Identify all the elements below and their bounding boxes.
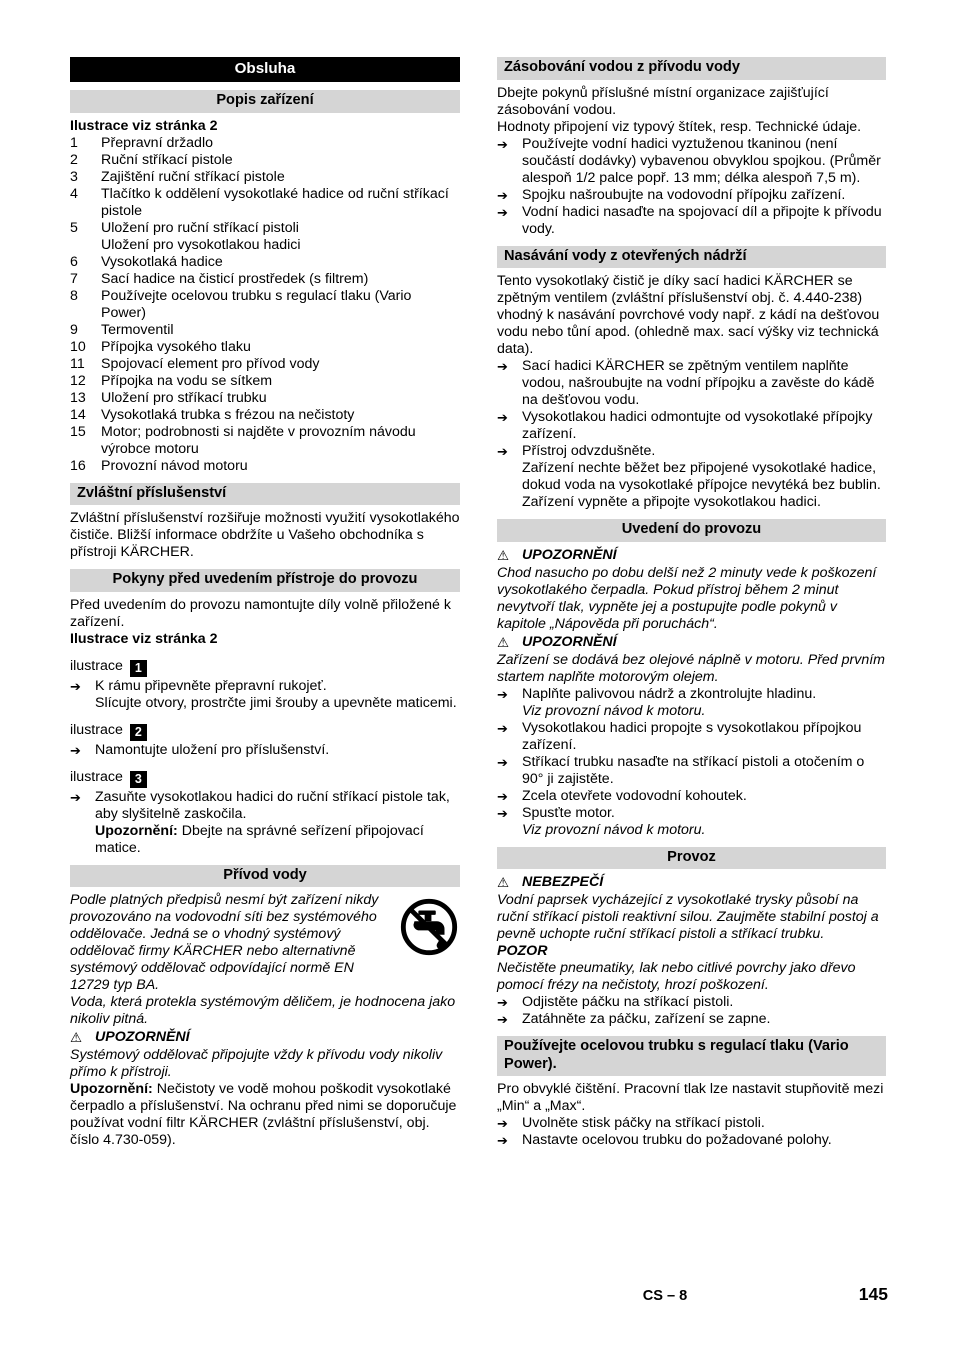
text-run: Upozornění:: [95, 822, 182, 839]
illustration-number-badge: 3: [130, 771, 147, 788]
warning-triangle-icon: ⚠: [497, 634, 510, 650]
instruction-text: [522, 720, 886, 754]
subsection-header: Používejte ocelovou trubku s regulací tlaku (Vario Power).: [497, 1036, 886, 1076]
text-run: Dbejte na správné seřízení připojovací matice.: [95, 822, 424, 856]
text-run: Vysokotlakou hadici odmontujte od vysokotlaké přípojky zařízení.: [522, 409, 873, 442]
list-item: [70, 407, 460, 424]
instruction-step: [497, 994, 886, 1011]
list-item-line: Vysokotlaká hadice: [101, 253, 223, 270]
list-item-number: 8: [70, 287, 78, 304]
instruction-line: [522, 754, 886, 788]
paragraph: [497, 1081, 886, 1115]
text-run: Sací hadici KÄRCHER se zpětným ventilem naplňte vodou, našroubujte na vodní přípojku a zavěste do kádě na dešťovou vodu.: [522, 358, 875, 408]
subsection-header: Zásobování vodou z přívodu vody: [497, 57, 886, 80]
paragraph: [497, 943, 886, 960]
instruction-line: [95, 695, 460, 712]
paragraph: [497, 652, 886, 686]
text-run: Uvolněte stisk páčky na stříkací pistoli.: [522, 1115, 765, 1131]
arrow-bullet-icon: ➔: [497, 686, 508, 702]
text-run: Odjistěte páčku na stříkací pistoli.: [522, 994, 734, 1010]
list-item-number: 3: [70, 168, 78, 185]
instruction-line: [95, 742, 460, 759]
no-mains-water-connection-icon: [398, 894, 460, 960]
text-run: Podle platných předpisů nesmí být zařízení nikdy provozováno na vodovodní síti bez systémového oddělovače. Jedná se o vhodný systémový oddělovač firmy KÄRCHER nebo alternativně systémový oddělovač odpovídající normě EN 12729 typ BA.: [70, 892, 379, 993]
footer-page-number: 145: [858, 1284, 888, 1304]
list-item-line: Sací hadice na čisticí prostředek (s filtrem): [101, 270, 369, 287]
instruction-text: [522, 187, 886, 204]
text-run: Spusťte motor.: [522, 804, 615, 821]
list-item-line: Ruční stříkací pistole: [101, 151, 233, 168]
instruction-step: [497, 443, 886, 511]
text-run: Pro obvyklé čištění. Pracovní tlak lze nastavit stupňovitě mezi „Min“ a „Max“.: [497, 1081, 884, 1114]
warning-label: [497, 547, 886, 564]
list-item-number: 4: [70, 185, 78, 202]
list-item-line: Spojovací element pro přívod vody: [101, 355, 320, 372]
instruction-step: [497, 1011, 886, 1028]
warning-keyword: UPOZORNĚNÍ: [95, 1029, 190, 1045]
instruction-step: [497, 204, 886, 238]
list-item-text: [101, 407, 460, 424]
list-item-text: [101, 339, 460, 356]
list-item-number: 16: [70, 457, 86, 474]
instruction-step: [497, 805, 886, 839]
paragraph: [70, 994, 460, 1028]
list-item-text: [101, 220, 460, 254]
text-run: Zařízení nechte běžet bez připojené vysokotlaké hadice, dokud voda na vysokotlaké přípojce nevytéká bez bublin. Zařízení vypněte a připojte vysokotlakou hadici.: [522, 460, 881, 510]
list-item-line: Uložení pro vysokotlakou hadici: [101, 236, 301, 253]
warning-keyword: UPOZORNĚNÍ: [522, 546, 617, 563]
list-item: [70, 322, 460, 339]
list-item-line: Provozní návod motoru: [101, 457, 248, 474]
list-item-text: [101, 322, 460, 339]
instruction-line: [522, 460, 886, 511]
instruction-line: [522, 822, 886, 839]
text-run: Chod nasucho po dobu delší než 2 minuty vede k poškození vysokotlakého čerpadla. Pokud přístroj během 2 minut nevytvoří tlak, vypněte jej a postupujte podle pokynů v kapitole „Nápověda při poruchách“.: [497, 564, 877, 632]
instruction-text: [522, 443, 886, 511]
list-item: [70, 356, 460, 373]
paragraph: [70, 892, 460, 994]
list-item-number: 11: [70, 355, 85, 372]
list-item-number: 6: [70, 253, 78, 270]
instruction-line: [522, 805, 886, 822]
list-item: [70, 135, 460, 152]
illustration-reference: [70, 769, 460, 788]
warning-label: [497, 634, 886, 651]
list-item-line: Používejte ocelovou trubku s regulací tlaku (Vario Power): [101, 287, 412, 321]
list-item: [70, 254, 460, 271]
instruction-step: [497, 686, 886, 720]
instruction-step: [497, 136, 886, 187]
text-run: Ilustrace viz stránka 2: [70, 117, 218, 134]
text-run: Slícujte otvory, prostrčte jimi šrouby a upevněte maticemi.: [95, 694, 457, 711]
text-run: Upozornění:: [70, 1081, 157, 1097]
instruction-text: [522, 1132, 886, 1149]
list-item-text: [101, 152, 460, 169]
text-run: Před uvedením do provozu namontujte díly volně přiložené k zařízení.: [70, 596, 451, 630]
text-run: Zatáhněte za páčku, zařízení se zapne.: [522, 1011, 771, 1027]
text-run: Naplňte palivovou nádrž a zkontrolujte hladinu.: [522, 685, 817, 702]
list-item-text: [101, 390, 460, 407]
paragraph: [70, 631, 460, 648]
instruction-step: [70, 742, 460, 759]
list-item: [70, 169, 460, 186]
instruction-step: [497, 1132, 886, 1149]
text-run: Systémový oddělovač připojujte vždy k přívodu vody nikoliv přímo k přístroji.: [70, 1047, 443, 1080]
footer-language-page-label: CS – 8: [642, 1288, 688, 1304]
paragraph: [497, 892, 886, 943]
text-run: Vysokotlakou hadici propojte s vysokotlakou přípojkou zařízení.: [522, 719, 862, 753]
section-header: Popis zařízení: [70, 90, 460, 113]
paragraph: [70, 1081, 460, 1149]
illustration-number-badge: 1: [130, 660, 147, 677]
instruction-text: [522, 1011, 886, 1028]
instruction-text: [522, 204, 886, 238]
text-run: Spojku našroubujte na vodovodní přípojku zařízení.: [522, 186, 846, 203]
instruction-step: [70, 678, 460, 712]
arrow-bullet-icon: ➔: [497, 788, 508, 804]
section-header: Pokyny před uvedením přístroje do provozu: [70, 569, 460, 592]
list-item-number: 13: [70, 389, 86, 406]
instruction-line: [522, 686, 886, 703]
instruction-line: [522, 788, 886, 805]
list-item: [70, 458, 460, 475]
list-item-text: [101, 458, 460, 475]
arrow-bullet-icon: ➔: [497, 136, 508, 152]
text-run: Používejte vodní hadici vyztuženou tkaninou (není součástí dodávky) vybavenou obvyklou spojkou. (Průměr alespoň 1/2 palce popř. 13 mm; délka alespoň 7,5 m).: [522, 135, 881, 186]
warning-triangle-icon: ⚠: [497, 547, 510, 563]
instruction-line: [522, 994, 886, 1011]
list-item: [70, 152, 460, 169]
list-item-line: Přepravní držadlo: [101, 134, 213, 151]
instruction-line: [522, 443, 886, 460]
instruction-line: [522, 358, 886, 409]
text-run: Tento vysokotlaký čistič je díky sací hadici KÄRCHER se zpětným ventilem (zvláštní příslušenství obj. č. 4.440-238) vhodný k nasávání povrchové vody např. z kádí na dešťovou vodu nebo tůní apod. (ohledně max. sací výšky viz technická data).: [497, 273, 880, 357]
list-item-number: 2: [70, 151, 78, 168]
instruction-text: [95, 742, 460, 759]
paragraph: [497, 119, 886, 136]
text-run: Zařízení se dodává bez olejové náplně v motoru. Před prvním startem naplňte motorovým olejem.: [497, 651, 886, 685]
list-item-line: Uložení pro ruční stříkací pistoli: [101, 219, 299, 236]
section-header: Přívod vody: [70, 865, 460, 888]
illustration-reference: [70, 722, 460, 741]
instruction-step: [497, 720, 886, 754]
list-item-line: Uložení pro stříkací trubku: [101, 389, 267, 406]
warning-label: [70, 1029, 460, 1046]
text-run: Viz provozní návod k motoru.: [522, 702, 706, 719]
text-run: Viz provozní návod k motoru.: [522, 821, 706, 838]
list-item-text: [101, 271, 460, 288]
instruction-text: [522, 686, 886, 720]
illustration-reference: [70, 658, 460, 677]
instruction-line: [522, 1115, 886, 1132]
text-run: Dbejte pokynů příslušné místní organizace zajišťující zásobování vodou.: [497, 84, 829, 118]
arrow-bullet-icon: ➔: [497, 1133, 508, 1148]
text-run: Nečistěte pneumatiky, lak nebo citlivé povrchy jako dřevo pomocí frézy na nečistoty, hrozí poškození.: [497, 960, 856, 993]
arrow-bullet-icon: ➔: [70, 678, 81, 694]
list-item-number: 9: [70, 321, 78, 338]
arrow-bullet-icon: ➔: [497, 187, 508, 203]
text-run: Zcela otevřete vodovodní kohoutek.: [522, 787, 747, 804]
list-item-text: [101, 169, 460, 186]
paragraph: [497, 565, 886, 633]
instruction-step: [70, 789, 460, 857]
list-item-number: 14: [70, 406, 86, 423]
text-run: Zasuňte vysokotlakou hadici do ruční stříkací pistole tak, aby slyšitelně zaskočila.: [95, 788, 450, 822]
arrow-bullet-icon: ➔: [497, 444, 508, 459]
warning-triangle-icon: ⚠: [70, 1030, 83, 1045]
text-run: Nastavte ocelovou trubku do požadované polohy.: [522, 1132, 832, 1148]
text-run: Voda, která protekla systémovým děličem, je hodnocena jako nikoliv pitná.: [70, 994, 456, 1027]
list-item-number: 15: [70, 423, 86, 440]
instruction-text: [522, 994, 886, 1011]
instruction-step: [497, 754, 886, 788]
list-item-line: Přípojka na vodu se sítkem: [101, 372, 273, 389]
list-item-line: Motor; podrobnosti si najděte v provozním návodu výrobce motoru: [101, 423, 416, 457]
list-item-number: 7: [70, 270, 78, 287]
instruction-step: [497, 358, 886, 409]
list-item-line: Vysokotlaká trubka s frézou na nečistoty: [101, 406, 355, 423]
list-item: [70, 373, 460, 390]
list-item-number: 12: [70, 372, 86, 389]
left-column: [70, 57, 460, 1149]
list-item-line: Tlačítko k oddělení vysokotlaké hadice od ruční stříkací pistole: [101, 185, 449, 219]
instruction-line: [522, 409, 886, 443]
list-item-number: 10: [70, 338, 86, 355]
illustration-label: ilustrace: [70, 721, 123, 738]
subsection-header: Zvláštní příslušenství: [70, 483, 460, 506]
subsection-header: Nasávání vody z otevřených nádrží: [497, 246, 886, 269]
arrow-bullet-icon: ➔: [497, 410, 508, 425]
paragraph: [70, 597, 460, 631]
instruction-step: [497, 788, 886, 805]
instruction-line: [95, 789, 460, 823]
list-item-text: [101, 356, 460, 373]
list-item-line: Přípojka vysokého tlaku: [101, 338, 251, 355]
instruction-text: [95, 789, 460, 857]
instruction-text: [522, 805, 886, 839]
illustration-label: ilustrace: [70, 657, 123, 674]
instruction-text: [95, 678, 460, 712]
instruction-line: [522, 703, 886, 720]
list-item-line: Termoventil: [101, 321, 174, 338]
list-item: [70, 339, 460, 356]
instruction-line: [522, 1132, 886, 1149]
text-run: Namontujte uložení pro příslušenství.: [95, 741, 330, 758]
text-run: Vodní hadici nasaďte na spojovací díl a připojte k přívodu vody.: [522, 203, 882, 237]
arrow-bullet-icon: ➔: [497, 359, 508, 374]
instruction-text: [522, 409, 886, 443]
right-column: [497, 57, 886, 1149]
text-run: K rámu připevněte přepravní rukojeť.: [95, 677, 327, 694]
arrow-bullet-icon: ➔: [497, 720, 508, 736]
arrow-bullet-icon: ➔: [497, 995, 508, 1010]
paragraph: [497, 273, 886, 358]
list-item: [70, 390, 460, 407]
illustration-label: ilustrace: [70, 768, 123, 785]
instruction-line: [522, 204, 886, 238]
warning-label: [497, 874, 886, 891]
instruction-line: [522, 187, 886, 204]
list-item: [70, 220, 460, 254]
instruction-line: [522, 1011, 886, 1028]
list-item-line: Zajištění ruční stříkací pistole: [101, 168, 285, 185]
paragraph: [70, 1047, 460, 1081]
instruction-text: [522, 358, 886, 409]
paragraph: [497, 960, 886, 994]
instruction-text: [522, 788, 886, 805]
list-item-text: [101, 186, 460, 220]
list-item-text: [101, 288, 460, 322]
section-header: Uvedení do provozu: [497, 519, 886, 542]
list-item: [70, 271, 460, 288]
instruction-line: [522, 136, 886, 187]
text-run: Hodnoty připojení viz typový štítek, resp. Technické údaje.: [497, 118, 862, 135]
instruction-step: [497, 1115, 886, 1132]
arrow-bullet-icon: ➔: [497, 805, 508, 821]
list-item-text: [101, 135, 460, 152]
chapter-title-bar: Obsluha: [70, 57, 460, 82]
instruction-step: [497, 187, 886, 204]
instruction-line: [95, 678, 460, 695]
instruction-text: [522, 136, 886, 187]
warning-keyword: NEBEZPEČÍ: [522, 874, 604, 890]
text-run: Ilustrace viz stránka 2: [70, 630, 218, 647]
arrow-bullet-icon: ➔: [497, 204, 508, 220]
arrow-bullet-icon: ➔: [70, 742, 81, 758]
text-run: Stříkací trubku nasaďte na stříkací pistoli a otočením o 90° ji zajistěte.: [522, 753, 865, 787]
instruction-step: [497, 409, 886, 443]
text-run: Zvláštní příslušenství rozšiřuje možnosti využití vysokotlakého čističe. Bližší informace obdržíte u Vašeho obchodníka s přístroji KÄRCHER.: [70, 510, 460, 560]
list-item-text: [101, 424, 460, 458]
instruction-text: [522, 1115, 886, 1132]
list-item-text: [101, 254, 460, 271]
arrow-bullet-icon: ➔: [497, 754, 508, 770]
arrow-bullet-icon: ➔: [497, 1116, 508, 1131]
paragraph: [70, 510, 460, 561]
list-item: [70, 186, 460, 220]
instruction-text: [522, 754, 886, 788]
text-run: Vodní paprsek vycházející z vysokotlaké trysky působí na ruční stříkací pistoli reaktivní silou. Zaujměte stabilní postoj a pevně uchopte ruční stříkací pistoli a stříkací trubku.: [497, 892, 879, 942]
arrow-bullet-icon: ➔: [497, 1012, 508, 1027]
list-item: [70, 424, 460, 458]
warning-triangle-icon: ⚠: [497, 875, 510, 890]
illustration-number-badge: 2: [130, 724, 147, 741]
list-item-number: 5: [70, 219, 78, 236]
text-run: POZOR: [497, 943, 548, 959]
text-run: Nečistoty ve vodě mohou poškodit vysokotlaké čerpadlo a příslušenství. Na ochranu před nimi se doporučuje používat vodní filtr KÄRCHER (zvláštní příslušenství, obj. číslo 4.730-059).: [70, 1081, 457, 1148]
paragraph: [70, 118, 460, 135]
arrow-bullet-icon: ➔: [70, 789, 81, 805]
instruction-line: [522, 720, 886, 754]
list-item-text: [101, 373, 460, 390]
section-header: Provoz: [497, 847, 886, 870]
text-run: Přístroj odvzdušněte.: [522, 443, 656, 459]
device-parts-list: [70, 135, 460, 475]
warning-keyword: UPOZORNĚNÍ: [522, 633, 617, 650]
paragraph: [497, 85, 886, 119]
instruction-line: [95, 823, 460, 857]
list-item-number: 1: [70, 134, 78, 151]
list-item: [70, 288, 460, 322]
